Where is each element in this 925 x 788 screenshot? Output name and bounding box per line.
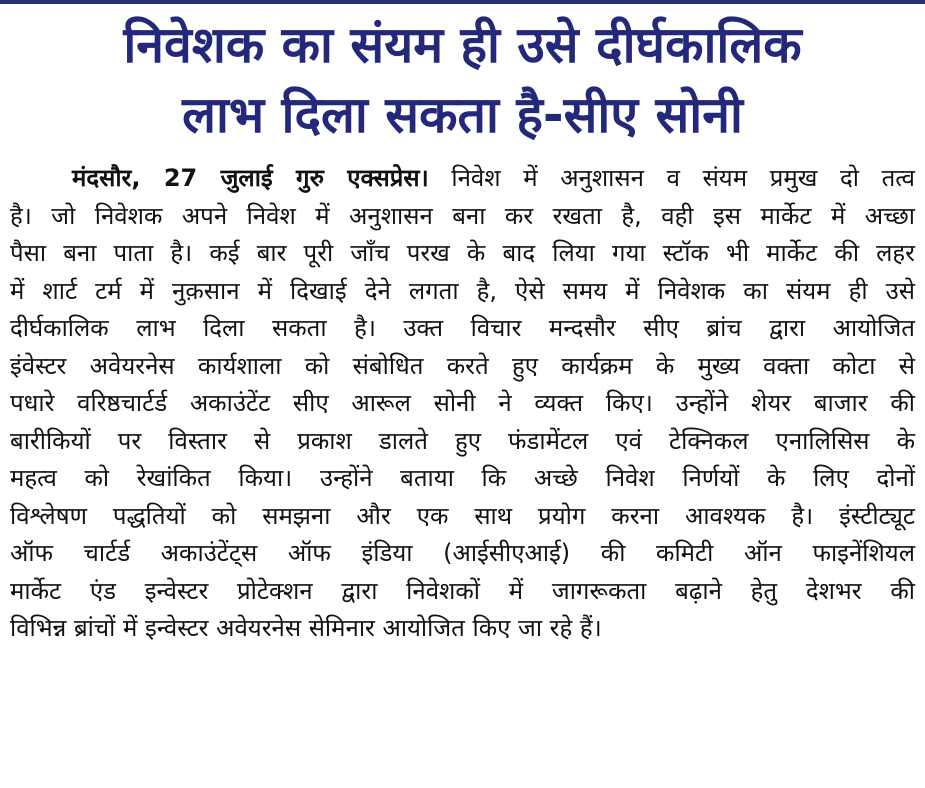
headline-line-2: लाभ दिला सकता है-सीए सोनी (182, 86, 743, 144)
first-line-text: निवेश में अनुशासन व संयम प्रमुख दो तत्व (428, 164, 915, 192)
body-line-2: है। जो निवेशक अपने निवेश में अनुशासन बना कर रखता है, वही इस मार्केट में अच्छा (10, 201, 915, 230)
body-line-4: में शार्ट टर्म में नुक़सान में दिखाई देने लगता है, ऐसे समय में निवेशक का संयम ही उसे (10, 276, 915, 305)
body-line-7: पधारे वरिष्ठचार्टर्ड अकाउंटेंट सीए आरूल सोनी ने व्यक्त किए। उन्होंने शेयर बाजार की (10, 389, 915, 417)
body-line-8: बारीकियों पर विस्तार से प्रकाश डालते हुए फंडामेंटल एवं टेक्निकल एनालिसिस के (10, 426, 915, 455)
body-line-12: मार्केट एंड इन्वेस्टर प्रोटेक्शन द्वारा निवेशकों में जागरूकता बढ़ाने हेतु देशभर की (10, 576, 915, 605)
body-line-1 (10, 160, 915, 198)
body-line-5: दीर्घकालिक लाभ दिला सकता है। उक्त विचार मन्दसौर सीए ब्रांच द्वारा आयोजित (10, 314, 915, 342)
body-line-9: महत्व को रेखांकित किया। उन्होंने बताया कि अच्छे निवेश निर्णयों के लिए दोनों (10, 464, 915, 492)
top-border-rule (0, 0, 925, 4)
body-line-6: इंवेस्टर अवेयरनेस कार्यशाला को संबोधित करते हुए कार्यक्रम के मुख्य वक्ता कोटा से (10, 351, 915, 380)
body-line-10: विश्लेषण पद्धतियों को समझना और एक साथ प्रयोग करना आवश्यक है। इंस्टीट्यूट (10, 501, 915, 530)
body-line-11: ऑफ चार्टर्ड अकाउंटेंट्स ऑफ इंडिया (आईसीएआई) की कमिटी ऑन फाइनेंशियल (10, 539, 915, 567)
headline-line-1: निवेशक का संयम ही उसे दीर्घकालिक (123, 16, 802, 74)
body-line-13: विभिन्न ब्रांचों में इन्वेस्टर अवेयरनेस सेमिनार आयोजित किए जा रहे हैं। (10, 614, 602, 642)
article-body (10, 160, 915, 648)
body-line-3: पैसा बना पाता है। कई बार पूरी जाँच परख के बाद लिया गया स्टॉक भी मार्केट की लहर (10, 239, 915, 267)
dateline: मंदसौर, 27 जुलाई गुरु एक्सप्रेस। (72, 164, 429, 192)
headline (0, 10, 925, 150)
